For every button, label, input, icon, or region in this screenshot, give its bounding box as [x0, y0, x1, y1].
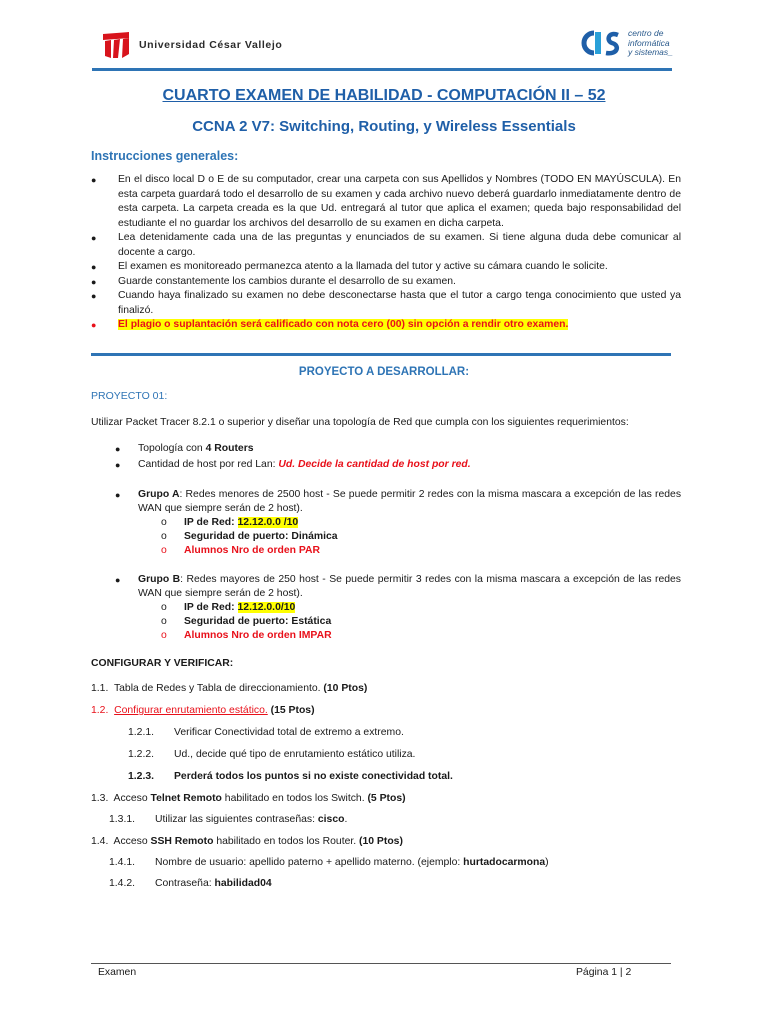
item-text: Contraseña:	[155, 878, 215, 889]
security-value: Dinámica	[291, 531, 338, 542]
item-1-4-2	[109, 878, 272, 889]
ip-value: 12.12.0.0 /10	[237, 517, 299, 528]
exam-title: CUARTO EXAMEN DE HABILIDAD - COMPUTACIÓN II – 52	[162, 87, 606, 104]
circle-bullet-icon: o	[161, 545, 167, 556]
requirement-hosts	[91, 458, 681, 472]
item-text: Perderá todos los puntos si no existe conectividad total	[174, 771, 450, 782]
group-b-security	[91, 615, 681, 629]
bullet-icon: ●	[91, 262, 97, 272]
item-text: Utilizar las siguientes contraseñas:	[155, 814, 318, 825]
bullet-icon: ●	[91, 291, 97, 301]
item-text: Ud., decide qué tipo de enrutamiento estático utiliza.	[174, 749, 416, 760]
circle-bullet-icon: o	[161, 616, 167, 627]
circle-bullet-icon: o	[161, 531, 167, 542]
ucv-shield-icon	[101, 30, 131, 60]
item-number: 1.2.2.	[128, 749, 154, 760]
item-1-2-2	[128, 749, 415, 760]
item-text: habilitado en todos los Router.	[213, 836, 360, 847]
ip-label: IP de Red:	[184, 602, 238, 613]
header-rule	[92, 68, 672, 71]
warning-text: El plagio o suplantación será calificado con nota cero (00) sin opción a rendir otro examen.	[118, 319, 569, 330]
ip-label: IP de Red:	[184, 517, 238, 528]
item-number: 1.3.1.	[109, 814, 135, 825]
instructions-heading: Instrucciones generales:	[91, 149, 239, 163]
instruction-item	[91, 289, 681, 318]
footer-label: Examen	[98, 967, 137, 978]
university-name: Universidad César Vallejo	[139, 39, 283, 51]
item-text: Nombre de usuario: apellido paterno + apellido materno. (ejemplo:	[155, 857, 464, 868]
bullet-icon: ●	[91, 320, 97, 330]
instruction-text: Cuando haya finalizado su examen no debe desconectarse hasta que el tutor a cargo tenga conocimiento que usted ya finalizó.	[118, 290, 681, 316]
item-text: Verificar Conectividad total de extremo a extremo.	[174, 727, 404, 738]
password-value: cisco	[317, 814, 345, 825]
footer-rule	[91, 963, 671, 964]
group-a-desc: : Redes menores de 2500 host - Se puede permitir 2 redes con la misma mascara a excepción de las redes WAN que siempre serán de 2 host).	[138, 489, 682, 514]
instruction-item	[91, 231, 681, 260]
item-text: Acceso	[113, 836, 151, 847]
item-points: (10 Ptos)	[323, 683, 368, 694]
item-points: (5 Ptos)	[367, 793, 406, 804]
students-label: Alumnos Nro de orden PAR	[184, 545, 321, 556]
circle-bullet-icon: o	[161, 630, 167, 641]
item-number: 1.4.2.	[109, 878, 135, 889]
item-points: (10 Ptos)	[359, 836, 403, 847]
instruction-text: Lea detenidamente cada una de las preguntas y enunciados de su examen. Si tiene alguna duda debe comunicar al docente a cargo.	[118, 232, 681, 258]
item-text: Tabla de Redes y Tabla de direccionamiento.	[113, 683, 321, 694]
username-example: hurtadocarmona	[463, 857, 546, 868]
bullet-icon: ●	[115, 490, 121, 500]
item-text: habilitado en todos los Switch.	[221, 793, 368, 804]
bullet-icon: ●	[91, 233, 97, 243]
topology-value: 4 Routers	[205, 443, 254, 454]
group-a-item	[91, 488, 681, 516]
group-b-ip	[91, 601, 681, 615]
cis-line-3: y sistemas_	[628, 47, 673, 57]
item-1-2-3: 1.2.3. Perderá todos los puntos si no existe conectividad total.	[128, 771, 453, 782]
item-keyword: SSH Remoto	[150, 836, 214, 847]
item-1-2-1	[128, 727, 404, 738]
ip-value: 12.12.0.0/10	[237, 602, 296, 613]
cis-caption	[628, 29, 673, 58]
item-text: Acceso	[113, 793, 151, 804]
item-number: 1.2.3.	[128, 771, 154, 782]
security-label: Seguridad de puerto:	[184, 531, 292, 542]
bullet-icon: ●	[91, 175, 97, 185]
item-points: (15 Ptos)	[270, 705, 315, 716]
hosts-label: Cantidad de host por red Lan:	[138, 459, 279, 470]
item-text: Configurar enrutamiento estático.	[114, 705, 268, 716]
project-heading: PROYECTO A DESARROLLAR:	[298, 366, 470, 378]
page-number: Página 1 | 2	[576, 967, 632, 978]
bullet-icon: ●	[91, 276, 97, 287]
cis-logo-icon	[580, 29, 624, 57]
cis-header-logo	[580, 29, 673, 58]
item-1-3	[91, 793, 406, 804]
instruction-item	[91, 275, 681, 290]
instruction-item	[91, 173, 681, 231]
circle-bullet-icon: o	[161, 602, 167, 613]
instruction-text: Guarde constantemente los cambios durante el desarrollo de su examen.	[118, 275, 456, 287]
item-1-4	[91, 836, 403, 847]
security-label: Seguridad de puerto:	[184, 616, 292, 627]
security-value: Estática	[291, 616, 332, 627]
group-b-students	[91, 629, 681, 643]
group-a-security	[91, 530, 681, 544]
topology-label: Topología con	[138, 443, 206, 454]
item-number: 1.4.	[91, 836, 109, 847]
configure-heading: CONFIGURAR Y VERIFICAR:	[91, 658, 234, 669]
group-b-block	[91, 573, 681, 643]
item-number: 1.3.	[91, 793, 109, 804]
item-number: 1.2.1.	[128, 727, 154, 738]
item-number: 1.2.	[91, 705, 109, 716]
ucv-header-logo	[101, 30, 282, 60]
item-1-1	[91, 683, 367, 694]
item-number: 1.1.	[91, 683, 109, 694]
bullet-icon: ●	[115, 575, 121, 585]
group-a-ip	[91, 516, 681, 530]
requirement-topology	[91, 442, 681, 456]
item-keyword: Telnet Remoto	[150, 793, 222, 804]
item-1-3-1: 1.3.1. Utilizar las siguientes contraseñas: cisco.	[109, 814, 348, 825]
circle-bullet-icon: o	[161, 517, 167, 528]
instruction-text: El examen es monitoreado permanezca atento a la llamada del tutor y active su cámara cuando le solicite.	[118, 261, 608, 272]
group-b-desc: : Redes mayores de 250 host - Se puede permitir 3 redes con la misma mascara a excepción de las redes WAN que siempre serán de 2 host).	[138, 574, 682, 599]
bullet-icon: ●	[115, 444, 121, 454]
plagiarism-warning	[91, 318, 681, 333]
password-value: habilidad04	[214, 878, 272, 889]
students-label: Alumnos Nro de orden IMPAR	[184, 630, 332, 641]
item-1-2	[91, 705, 315, 716]
instruction-text: En el disco local D o E de su computador, crear una carpeta con sus Apellidos y Nombres (TODO EN MAYÚSCULA). En esta carpeta guardará todo el desarrollo de su examen y cada archivo nuevo deberá guardarlo inmediatamente dentro de esta carpeta. La carpeta creada es la que Ud. entregará al tutor que aplica el examen; queda bajo responsabilidad del estudiante el no guardar los archivos del desarrollo de su examen en dicha carpeta.	[118, 174, 681, 229]
bullet-icon: ●	[115, 460, 121, 470]
item-number: 1.4.1.	[109, 857, 135, 868]
requirements-list	[91, 442, 681, 472]
group-b-name: Grupo B	[138, 574, 181, 585]
group-a-block	[91, 488, 681, 558]
section-rule	[91, 353, 671, 356]
cis-line-1: centro de	[628, 28, 664, 38]
item-1-4-1: 1.4.1. Nombre de usuario: apellido paterno + apellido materno. (ejemplo: hurtadocarmona)	[109, 857, 549, 868]
group-b-item	[91, 573, 681, 601]
cis-line-2: informática	[628, 37, 670, 48]
group-a-name: Grupo A	[138, 489, 180, 500]
project-label: PROYECTO 01:	[91, 390, 168, 402]
instructions-list	[91, 173, 681, 333]
group-a-students	[91, 544, 681, 558]
hosts-value: Ud. Decide la cantidad de host por red.	[278, 459, 471, 470]
exam-subtitle: CCNA 2 V7: Switching, Routing, y Wireless Essentials	[192, 118, 576, 135]
project-intro: Utilizar Packet Tracer 8.2.1 o superior y diseñar una topología de Red que cumpla con los siguientes requerimientos:	[91, 417, 629, 428]
instruction-item	[91, 260, 681, 275]
